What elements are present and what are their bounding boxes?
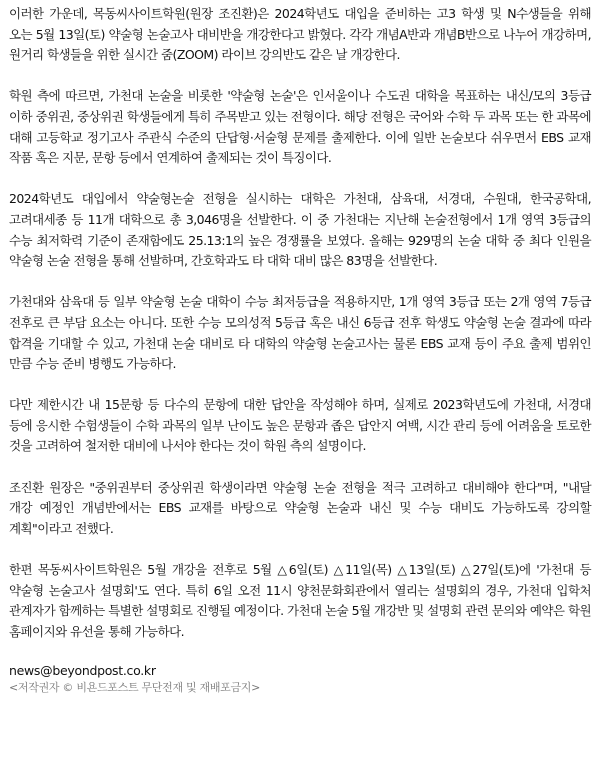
article-paragraph-7: 한편 목동씨사이트학원은 5월 개강을 전후로 5월 △6일(토) △11일(목) △13일(토) △27일(토)에 '가천대 등 약술형 논술고사 설명회'도 연다. 특히 6일 오전 11시 양천문화회관에서 열리는 설명회의 경우, 가천대 입학처 관계자가 함께하는 특별한 설명회로 진행될 예정이다. 가천대 논술 5월 개강반 및 설명회 관련 문의와 예약은 학원 홈페이지와 유선을 통해 가능하다. xyxy=(9,562,591,639)
copyright-notice: <저작권자 © 비욘드포스트 무단전재 및 재배포금지> xyxy=(9,681,261,694)
reporter-email[interactable]: news@beyondpost.co.kr xyxy=(9,663,156,678)
article-paragraph-6: 조진환 원장은 "중위권부터 중상위권 학생이라면 약술형 논술 전형을 적극 고려하고 대비해야 한다"며, "내달 개강 예정인 개념반에서는 EBS 교재를 바탕으로 약술형 논술과 내신 및 수능 대비도 가능하도록 강의할 계획"이라고 전했다. xyxy=(9,479,591,536)
article-paragraph-2: 학원 측에 따르면, 가천대 논술을 비롯한 '약술형 논술'은 인서울이나 수도권 대학을 목표하는 내신/모의 3등급 이하 중위권, 중상위권 학생들에게 특히 주목받고 있는 전형이다. 해당 전형은 국어와 수학 두 과목 또는 한 과목에 대해 고등학교 정기고사 주관식 수준의 단답형·서술형 문제를 출제한다. 이에 일반 논술보다 쉬우면서 EBS 교재 작품 혹은 지문, 문항 등에서 연계하여 출제되는 것이 특징이다. xyxy=(9,88,591,166)
article-paragraph-4: 가천대와 삼육대 등 일부 약술형 논술 대학이 수능 최저등급을 적용하지만, 1개 영역 3등급 또는 2개 영역 7등급 전후로 큰 부담 요소는 아니다. 또한 수능 모의성적 5등급 혹은 내신 6등급 전후 학생도 약술형 논술 결과에 따라 합격을 기대할 수 있고, 가천대 논술 대비로 타 대학의 약술형 논술고사는 물론 EBS 교재 등이 주요 출제 범위인 만큼 수능 준비 병행도 가능하다. xyxy=(9,294,591,372)
article-paragraph-1: 이러한 가운데, 목동씨사이트학원(원장 조진환)은 2024학년도 대입을 준비하는 고3 학생 및 N수생들을 위해 오는 5월 13일(토) 약술형 논술고사 대비반을 개강한다고 밝혔다. 각각 개념A반과 개념B반으로 나누어 개강하며, 원거리 학생들을 위한 실시간 줌(ZOOM) 라이브 강의반도 같은 날 개강한다. xyxy=(9,6,591,63)
article-paragraph-3: 2024학년도 대입에서 약술형논술 전형을 실시하는 대학은 가천대, 삼육대, 서경대, 수원대, 한국공학대, 고려대세종 등 11개 대학으로 총 3,046명을 선발한다. 이 중 가천대는 지난해 논술전형에서 1개 영역 3등급의 수능 최저학력 기준이 존재함에도 25.13:1의 높은 경쟁률을 보였다. 올해는 929명의 논술 대학 중 최다 인원을 약술형 논술 전형을 통해 선발하며, 간호학과도 타 대학 대비 많은 83명을 선발한다. xyxy=(9,191,591,269)
article-paragraph-5: 다만 제한시간 내 15문항 등 다수의 문항에 대한 답안을 작성해야 하며, 실제로 2023학년도에 가천대, 서경대 등에 응시한 수험생들이 수학 과목의 일부 난이도 높은 문항과 좁은 답안지 여백, 시간 관리 등에 어려움을 토로한 것을 고려하여 철저한 대비에 나서야 한다는 것이 학원 측의 설명이다. xyxy=(9,397,591,454)
